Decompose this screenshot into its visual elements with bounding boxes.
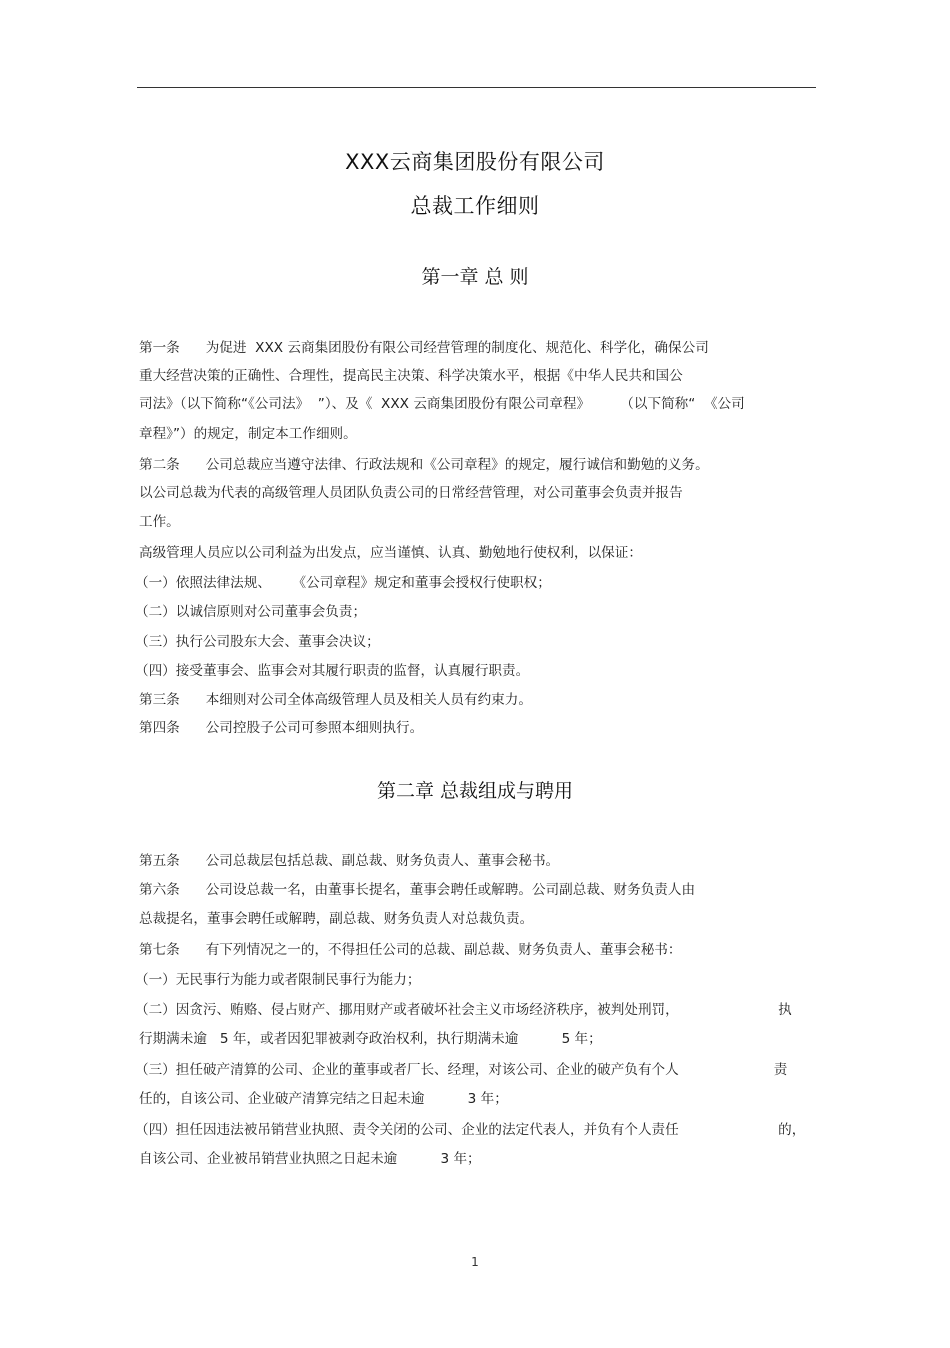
list-item: （三）担任破产清算的公司、企业的董事或者厂长、经理，对该公司、企业的破产负有个人 责	[135, 1062, 788, 1078]
list-item: （四）担任因违法被吊销营业执照、责令关闭的公司、企业的法定代表人，并负有个人责任 的，	[135, 1122, 806, 1138]
chapter-2-heading: 第二章 总裁组成与聘用	[376, 780, 574, 802]
list-item: （一）无民事行为能力或者限制民事行为能力；	[135, 972, 421, 988]
text-line: 章程》”）的规定，制定本工作细则。	[139, 426, 357, 442]
text-line: 总裁提名，董事会聘任或解聘，副总裁、财务负责人对总裁负责。	[139, 911, 534, 927]
text-line: 第五条 公司总裁层包括总裁、副总裁、财务负责人、董事会秘书。	[139, 853, 560, 869]
list-item: （一）依照法律法规、 《公司章程》规定和董事会授权行使职权；	[135, 575, 551, 591]
text-line: 行期满未逾 5 年，或者因犯罪被剥夺政治权利，执行期满未逾 5 年；	[139, 1031, 602, 1047]
text-line: 重大经营决策的正确性、合理性，提高民主决策、科学决策水平，根据《中华人民共和国公	[139, 368, 683, 384]
page-number: 1	[471, 1255, 479, 1269]
header-rule	[137, 87, 816, 88]
document-title: XXX云商集团股份有限公司	[345, 150, 605, 174]
text-line: 工作。	[139, 514, 180, 530]
text-line: 第二条 公司总裁应当遵守法律、行政法规和《公司章程》的规定，履行诚信和勤勉的义务。	[139, 457, 709, 473]
text-line: 第六条 公司设总裁一名，由董事长提名，董事会聘任或解聘。公司副总裁、财务负责人由	[139, 882, 696, 898]
chapter-1-heading: 第一章 总 则	[421, 266, 529, 288]
text-line: 自该公司、企业被吊销营业执照之日起未逾 3 年；	[139, 1151, 481, 1167]
list-item: （二）以诚信原则对公司董事会负责；	[135, 604, 367, 620]
text-line: 第三条 本细则对公司全体高级管理人员及相关人员有约束力。	[139, 692, 532, 708]
text-line: 第四条 公司控股子公司可参照本细则执行。	[139, 720, 424, 736]
list-item: （二）因贪污、贿赂、侵占财产、挪用财产或者破坏社会主义市场经济秩序，被判处刑罚， 执	[135, 1002, 792, 1018]
list-item: （四）接受董事会、监事会对其履行职责的监督，认真履行职责。	[135, 663, 530, 679]
text-line: 任的，自该公司、企业破产清算完结之日起未逾 3 年；	[139, 1091, 508, 1107]
text-line: 高级管理人员应以公司利益为出发点，应当谨慎、认真、勤勉地行使权利，以保证：	[139, 545, 642, 561]
text-line: 司法》（以下简称“《公司法》 ”）、及《 XXX 云商集团股份有限公司章程》 （以下简称“ 《公司	[139, 396, 745, 412]
text-line: 第七条 有下列情况之一的，不得担任公司的总裁、副总裁、财务负责人、董事会秘书：	[139, 942, 682, 958]
text-line: 以公司总裁为代表的高级管理人员团队负责公司的日常经营管理，对公司董事会负责并报告	[139, 485, 683, 501]
text-line: 第一条 为促进 XXX 云商集团股份有限公司经营管理的制度化、规范化、科学化，确保公司	[139, 340, 709, 356]
list-item: （三）执行公司股东大会、董事会决议；	[135, 634, 380, 650]
document-subtitle: 总裁工作细则	[410, 194, 540, 218]
